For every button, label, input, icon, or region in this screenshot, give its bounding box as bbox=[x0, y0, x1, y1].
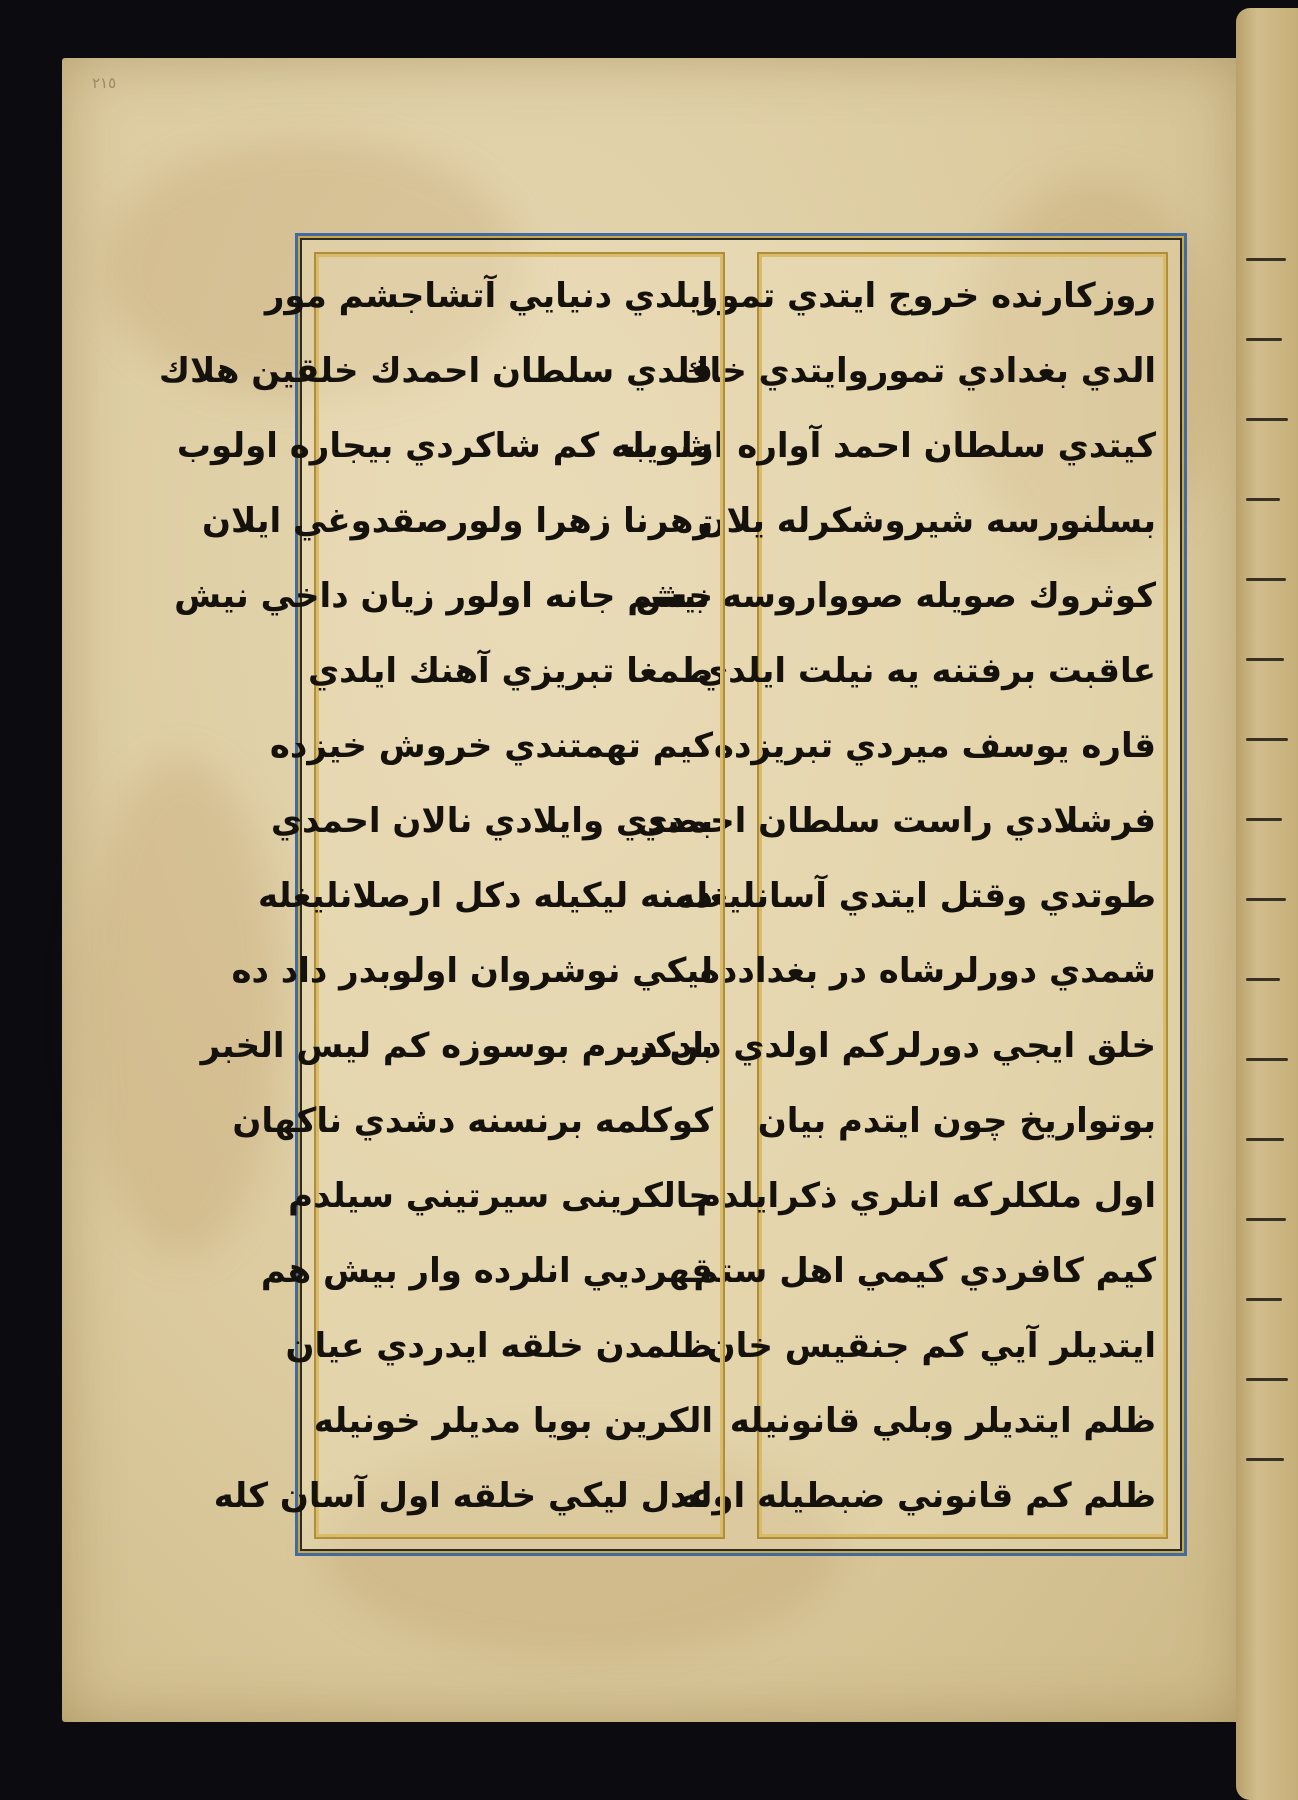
verse-line: كيتدي سلطان احمد آواره اولوب bbox=[624, 426, 1156, 466]
verse-line: ظلم ايتديلر وبلي قانونيله bbox=[729, 1401, 1156, 1441]
verse-line: طوتدي وقتل ايتدي آسانليغله bbox=[674, 876, 1156, 916]
verse-line: ليكي نوشروان اولوبدر داد ده bbox=[231, 951, 713, 991]
verse-line: كيم كافردي كيمي اهل ستم bbox=[693, 1251, 1156, 1291]
verse-line: روزكارنده خروج ايتدي تمور bbox=[698, 276, 1156, 316]
verse-line: بن ديرم بوسوزه كم ليس الخبر bbox=[200, 1026, 713, 1066]
verse-line: الكرين بويا مديلر خونيله bbox=[313, 1401, 713, 1441]
verse-line: عدل ليكي خلقه اول آسان كله bbox=[213, 1476, 713, 1516]
verse-line: عاقبت برفتنه يه نيلت ايلدي bbox=[696, 651, 1156, 691]
verse-line: شويله كم شاكردي بيجاره اولوب bbox=[176, 426, 713, 466]
verse-line: ايلدي دنيايي آتشاجشم مور bbox=[264, 276, 713, 316]
verse-line: الدي بغدادي تموروايتدي خاك bbox=[678, 351, 1156, 391]
text-frame bbox=[158, 233, 1187, 1556]
verse-line: بسلنورسه شيروشكرله يلان bbox=[697, 501, 1156, 541]
verse-line: بوتواريخ چون ايتدم بيان bbox=[757, 1101, 1156, 1141]
verse-line: فرشلادي راست سلطان احمدي bbox=[636, 801, 1156, 841]
verse-line: دمنه ليكيله دكل ارصلانليغله bbox=[258, 876, 713, 916]
verse-line: بصدي وايلادي نالان احمدي bbox=[270, 801, 713, 841]
adjacent-page-edge bbox=[1236, 8, 1298, 1800]
folio-number: ٢١٥ bbox=[92, 74, 117, 92]
verse-line: قهرديي انلرده وار بيش هم bbox=[260, 1251, 713, 1291]
verse-line: قاره يوسف ميردي تبريزده bbox=[713, 726, 1156, 766]
verse-line: شمدي دورلرشاه در بغدادده bbox=[699, 951, 1156, 991]
verse-line: قلدي سلطان احمدك خلقين هلاك bbox=[158, 351, 713, 391]
verse-line: خلق ايجي دورلركم اولدي دادكر bbox=[633, 1026, 1156, 1066]
verse-line: اول ملكلركه انلري ذكرايلدم bbox=[696, 1176, 1156, 1216]
verse-line: طمغا تبريزي آهنك ايلدي bbox=[307, 651, 713, 691]
verse-line: زهرنا زهرا ولورصقدوغي ايلان bbox=[201, 501, 713, 541]
verse-line: كوكلمه برنسنه دشدي ناكهان bbox=[232, 1101, 713, 1141]
right-text-column bbox=[624, 252, 1168, 1539]
verse-line: كوثروك صويله صوواروسه نيش bbox=[635, 576, 1156, 616]
verse-line: جشم جانه اولور زيان داخي نيش bbox=[174, 576, 713, 616]
verse-line: ايتديلر آيي كم جنقيس خان bbox=[706, 1326, 1156, 1366]
verse-line: كيم تهمتندي خروش خيزده bbox=[269, 726, 713, 766]
verse-line: حالكرينى سيرتيني سيلدم bbox=[288, 1176, 713, 1216]
left-text-column bbox=[158, 252, 725, 1539]
verse-line: ظلم كم قانوني ضبطيله اوله bbox=[678, 1476, 1156, 1516]
verse-line: ظلمدن خلقه ايدردي عيان bbox=[285, 1326, 713, 1366]
